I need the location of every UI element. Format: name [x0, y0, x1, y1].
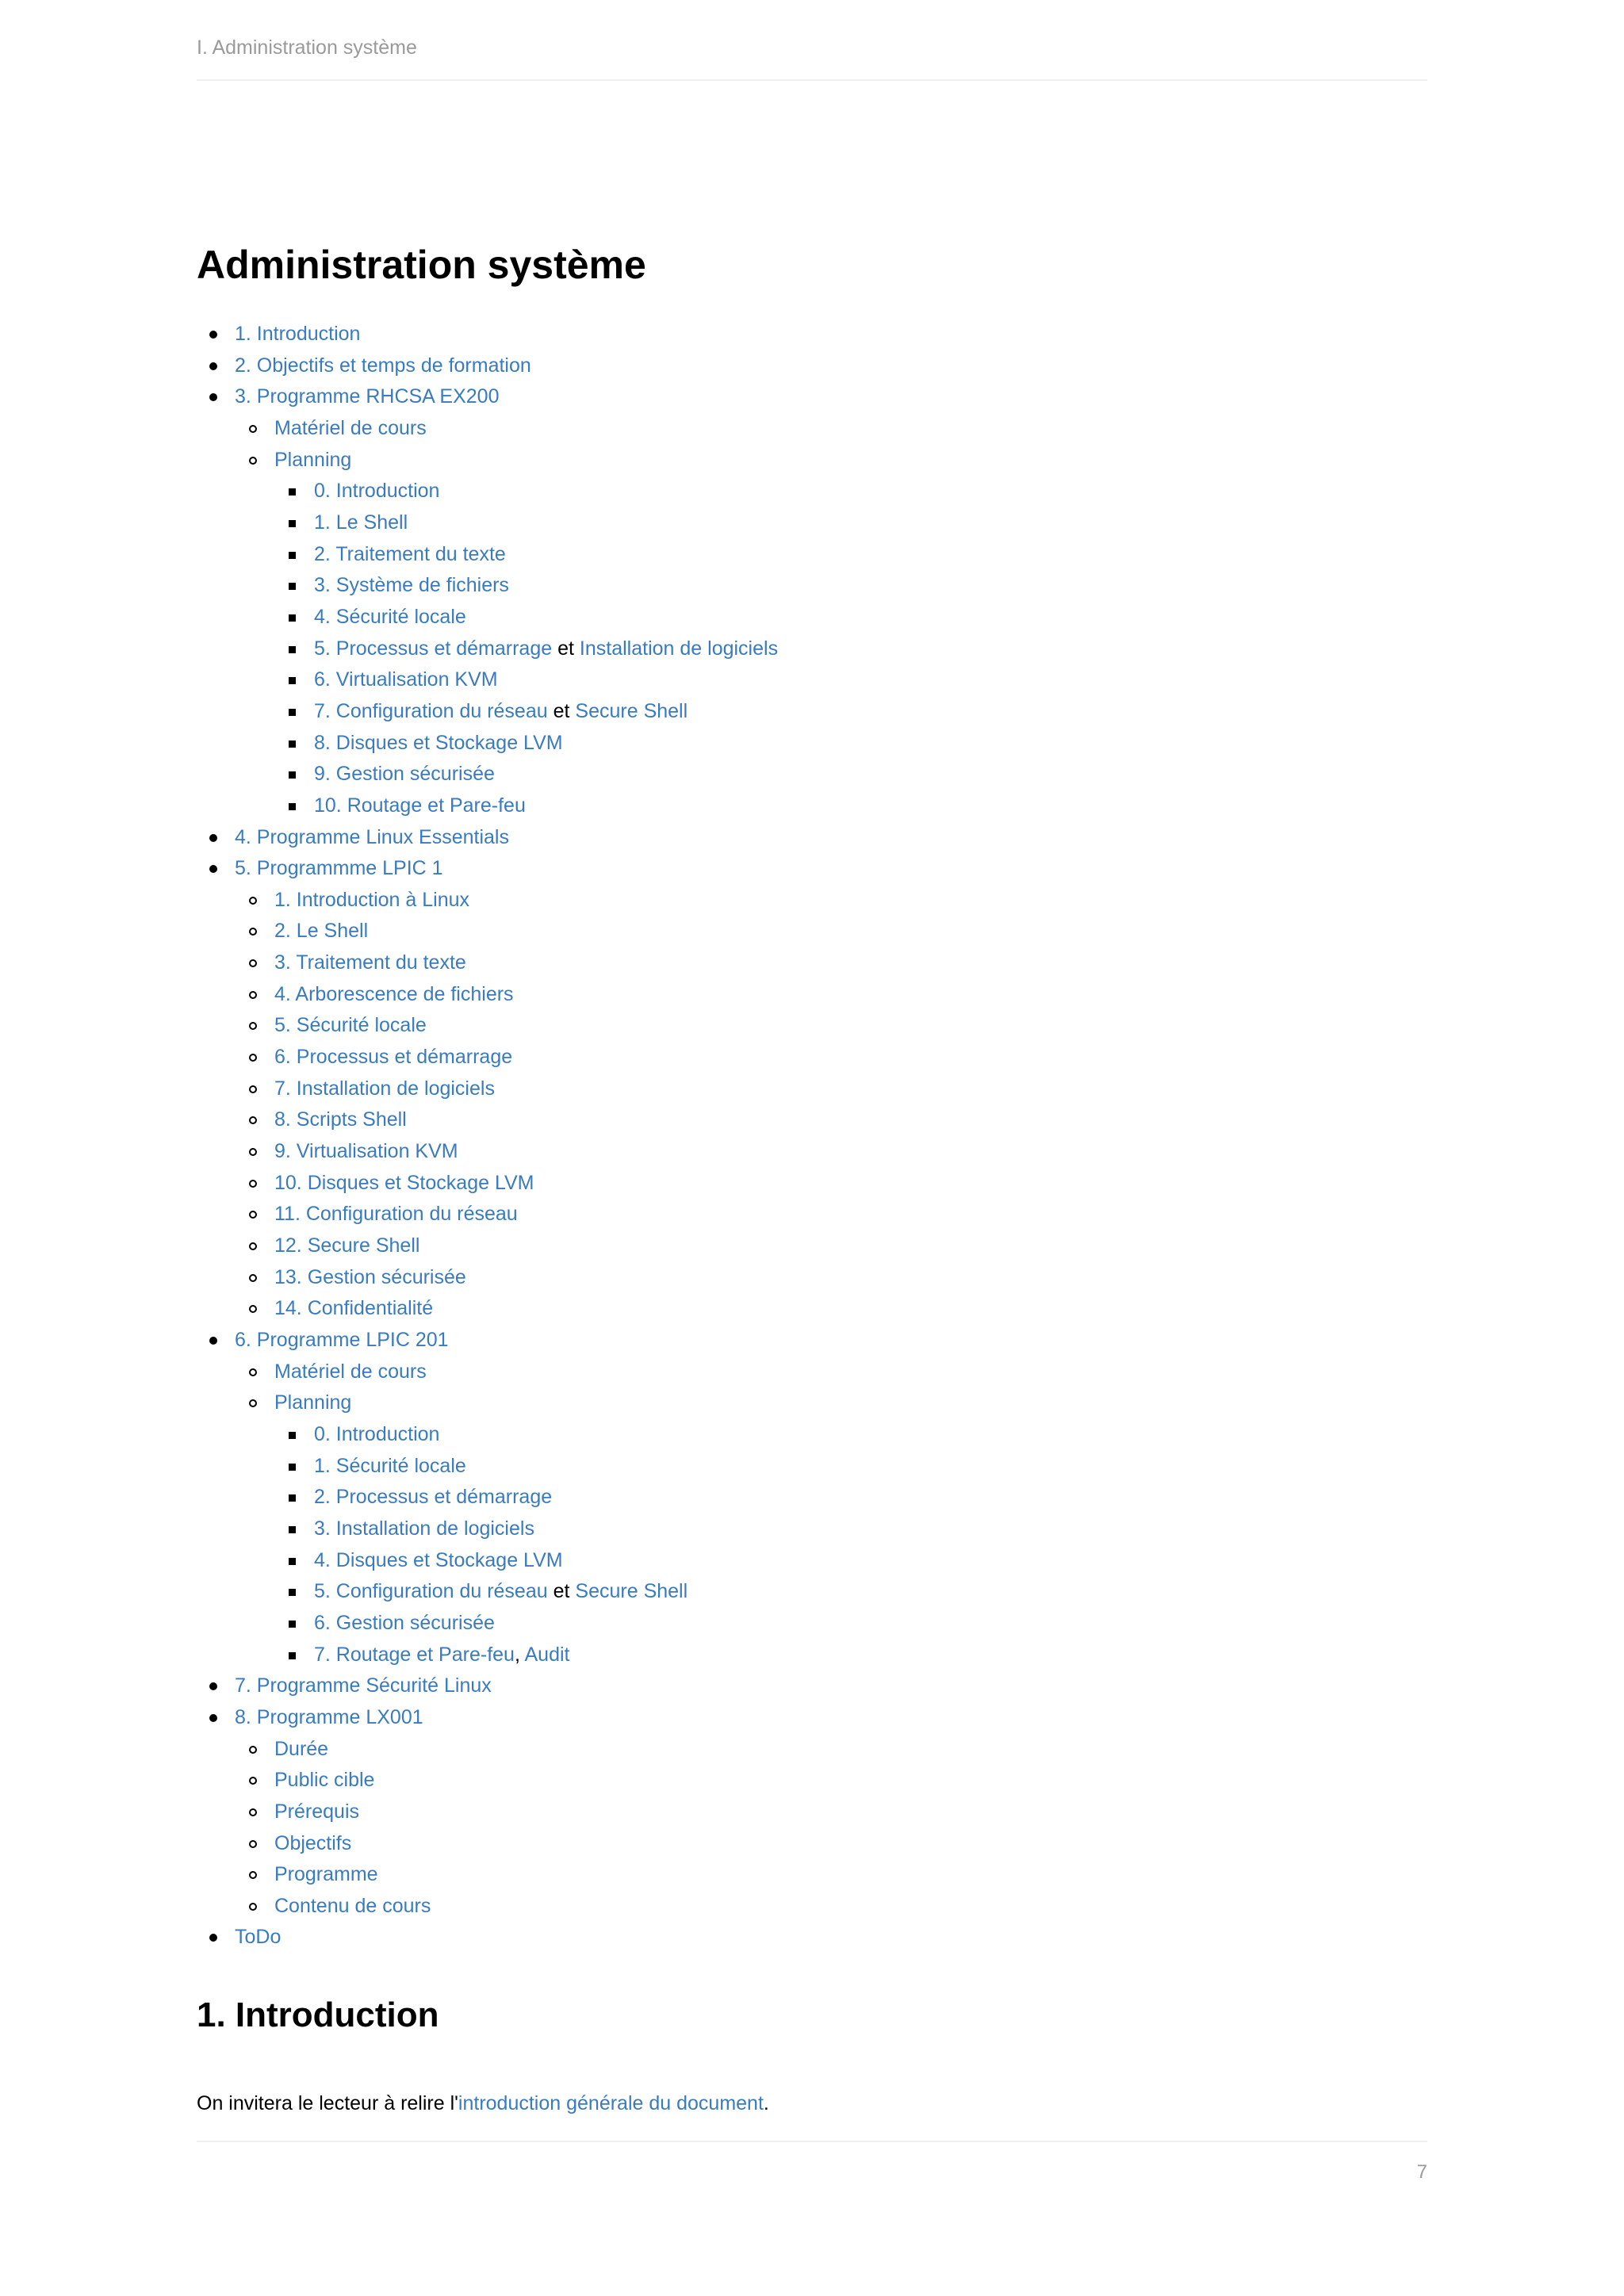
toc-subsubitem [197, 696, 1427, 728]
toc-subitem [197, 1859, 1427, 1891]
toc-link-lpic1-7[interactable]: 7. Installation de logiciels [274, 1077, 495, 1100]
toc-subsubitem [197, 507, 1427, 539]
toc-subitem [197, 1828, 1427, 1860]
toc-item [197, 1670, 1427, 1702]
toc-link-lx001-duree[interactable]: Durée [274, 1737, 329, 1760]
toc-link-lpic1-3[interactable]: 3. Traitement du texte [274, 951, 466, 974]
toc-link-lpic1-11[interactable]: 11. Configuration du réseau [274, 1203, 518, 1226]
toc-link-rhcsa-5b[interactable]: Installation de logiciels [579, 637, 779, 660]
toc-subsubitem [197, 1482, 1427, 1513]
toc-link-rhcsa-8[interactable]: 8. Disques et Stockage LVM [314, 731, 563, 754]
toc-link-lx001-programme[interactable]: Programme [274, 1863, 378, 1886]
toc-subitem [197, 1734, 1427, 1766]
toc-item [197, 319, 1427, 350]
toc-subitem [197, 1262, 1427, 1294]
toc-link-rhcsa-6[interactable]: 6. Virtualisation KVM [314, 668, 498, 691]
toc-subsubitem [197, 790, 1427, 822]
toc-item [197, 1325, 1427, 1357]
toc-link-rhcsa-3[interactable]: 3. Système de fichiers [314, 574, 509, 597]
toc-link-lpic1-5[interactable]: 5. Sécurité locale [274, 1014, 427, 1037]
toc-subitem [197, 1230, 1427, 1262]
toc-link-rhcsa-5a[interactable]: 5. Processus et démarrage [314, 637, 553, 660]
toc-link-lpic201[interactable]: 6. Programme LPIC 201 [235, 1329, 449, 1351]
toc-link-objectifs[interactable]: 2. Objectifs et temps de formation [235, 354, 531, 377]
toc-link-lpic1-4[interactable]: 4. Arborescence de fichiers [274, 982, 514, 1005]
toc-link-rhcsa-0[interactable]: 0. Introduction [314, 480, 440, 503]
toc-subitem [197, 885, 1427, 916]
toc-item [197, 381, 1427, 413]
toc-link-lx001-public[interactable]: Public cible [274, 1769, 375, 1792]
toc-item [197, 853, 1427, 885]
toc-subsubitem [197, 664, 1427, 696]
toc-item [197, 350, 1427, 382]
toc-subitem [197, 1765, 1427, 1797]
toc-link-lpic201-1[interactable]: 1. Sécurité locale [314, 1454, 466, 1477]
toc-link-lx001-contenu[interactable]: Contenu de cours [274, 1894, 431, 1917]
toc-subitem [197, 1387, 1427, 1419]
toc-link-lpic1-8[interactable]: 8. Scripts Shell [274, 1108, 407, 1131]
toc-link-rhcsa-7a[interactable]: 7. Configuration du réseau [314, 699, 548, 722]
section-heading-introduction: 1. Introduction [197, 1996, 439, 2034]
paragraph-text: On invitera le lecteur à relire l' [197, 2092, 458, 2114]
toc-link-lpic1-12[interactable]: 12. Secure Shell [274, 1234, 420, 1257]
toc-link-rhcsa-2[interactable]: 2. Traitement du texte [314, 542, 506, 565]
toc-link-lpic201-planning[interactable]: Planning [274, 1391, 352, 1414]
toc-link-lpic1-9[interactable]: 9. Virtualisation KVM [274, 1140, 458, 1163]
table-of-contents [197, 319, 1427, 1954]
toc-separator: et [553, 699, 570, 722]
page-number: 7 [1416, 2161, 1427, 2183]
toc-subitem [197, 947, 1427, 979]
toc-subitem [197, 916, 1427, 947]
toc-link-lpic201-2[interactable]: 2. Processus et démarrage [314, 1486, 553, 1509]
toc-link-lpic201-7a[interactable]: 7. Routage et Pare-feu [314, 1643, 515, 1666]
paragraph-end: . [763, 2092, 769, 2114]
toc-subitem [197, 1168, 1427, 1200]
page-title: Administration système [197, 243, 646, 287]
toc-link-securite[interactable]: 7. Programme Sécurité Linux [235, 1674, 492, 1697]
toc-link-rhcsa-7b[interactable]: Secure Shell [575, 699, 688, 722]
toc-item [197, 1702, 1427, 1734]
toc-link-lpic201-5b[interactable]: Secure Shell [575, 1580, 688, 1603]
toc-subitem [197, 1891, 1427, 1923]
toc-subitem [197, 413, 1427, 445]
toc-link-rhcsa-4[interactable]: 4. Sécurité locale [314, 605, 466, 628]
toc-subsubitem [197, 539, 1427, 571]
toc-subitem [197, 1199, 1427, 1230]
toc-link-lpic201-4[interactable]: 4. Disques et Stockage LVM [314, 1548, 563, 1571]
toc-subitem [197, 1010, 1427, 1042]
toc-link-introduction[interactable]: 1. Introduction [235, 323, 361, 345]
toc-link-lpic1-2[interactable]: 2. Le Shell [274, 920, 369, 943]
toc-subitem [197, 445, 1427, 476]
toc-separator: , [514, 1643, 520, 1666]
toc-subsubitem [197, 759, 1427, 790]
toc-subsubitem [197, 633, 1427, 665]
toc-link-lpic1-6[interactable]: 6. Processus et démarrage [274, 1046, 513, 1069]
toc-link-lx001-objectifs[interactable]: Objectifs [274, 1831, 352, 1854]
toc-link-rhcsa[interactable]: 3. Programme RHCSA EX200 [235, 385, 500, 408]
toc-link-lpic201-6[interactable]: 6. Gestion sécurisée [314, 1611, 495, 1634]
toc-link-lpic1[interactable]: 5. Programmme LPIC 1 [235, 857, 443, 880]
toc-link-lpic1-1[interactable]: 1. Introduction à Linux [274, 888, 469, 911]
toc-subitem [197, 1293, 1427, 1325]
toc-subsubitem [197, 570, 1427, 602]
toc-subitem [197, 1042, 1427, 1073]
toc-link-rhcsa-planning[interactable]: Planning [274, 448, 352, 471]
toc-subsubitem [197, 728, 1427, 760]
toc-link-lpic1-14[interactable]: 14. Confidentialité [274, 1297, 434, 1320]
toc-link-lpic201-3[interactable]: 3. Installation de logiciels [314, 1517, 534, 1540]
toc-subitem [197, 1136, 1427, 1168]
toc-item [197, 822, 1427, 854]
toc-subsubitem [197, 1545, 1427, 1577]
toc-separator: et [553, 1580, 570, 1603]
toc-link-lpic201-5a[interactable]: 5. Configuration du réseau [314, 1580, 548, 1603]
toc-subitem [197, 1797, 1427, 1828]
toc-subitem [197, 1073, 1427, 1105]
toc-subsubitem [197, 1513, 1427, 1545]
toc-subsubitem [197, 1419, 1427, 1451]
toc-subsubitem [197, 476, 1427, 507]
toc-subitem [197, 1357, 1427, 1388]
link-introduction-generale[interactable]: introduction générale du document [458, 2092, 764, 2114]
toc-link-lx001-prerequis[interactable]: Prérequis [274, 1800, 359, 1823]
toc-subitem [197, 979, 1427, 1011]
toc-link-lpic201-materiel[interactable]: Matériel de cours [274, 1360, 427, 1383]
toc-link-rhcsa-10[interactable]: 10. Routage et Pare-feu [314, 794, 526, 817]
toc-link-lpic1-10[interactable]: 10. Disques et Stockage LVM [274, 1171, 534, 1194]
toc-separator: et [557, 637, 574, 660]
toc-subsubitem [197, 1576, 1427, 1608]
toc-link-lx001[interactable]: 8. Programme LX001 [235, 1705, 423, 1728]
toc-link-lpic1-13[interactable]: 13. Gestion sécurisée [274, 1265, 466, 1288]
toc-link-rhcsa-9[interactable]: 9. Gestion sécurisée [314, 763, 495, 786]
toc-link-rhcsa-1[interactable]: 1. Le Shell [314, 511, 408, 534]
toc-subsubitem [197, 1640, 1427, 1671]
toc-subsubitem [197, 1608, 1427, 1640]
toc-subsubitem [197, 1451, 1427, 1483]
toc-item [197, 1922, 1427, 1954]
toc-link-rhcsa-materiel[interactable]: Matériel de cours [274, 416, 427, 439]
toc-link-lpic201-7b[interactable]: Audit [524, 1643, 570, 1666]
toc-subsubitem [197, 602, 1427, 633]
introduction-paragraph [197, 2091, 1427, 2116]
footer-divider [197, 2141, 1427, 2142]
toc-link-todo[interactable]: ToDo [235, 1926, 282, 1949]
header-divider [197, 79, 1427, 81]
toc-subitem [197, 1104, 1427, 1136]
toc-link-lpic201-0[interactable]: 0. Introduction [314, 1422, 440, 1445]
toc-link-linux-essentials[interactable]: 4. Programme Linux Essentials [235, 825, 509, 848]
running-header: I. Administration système [197, 36, 417, 59]
